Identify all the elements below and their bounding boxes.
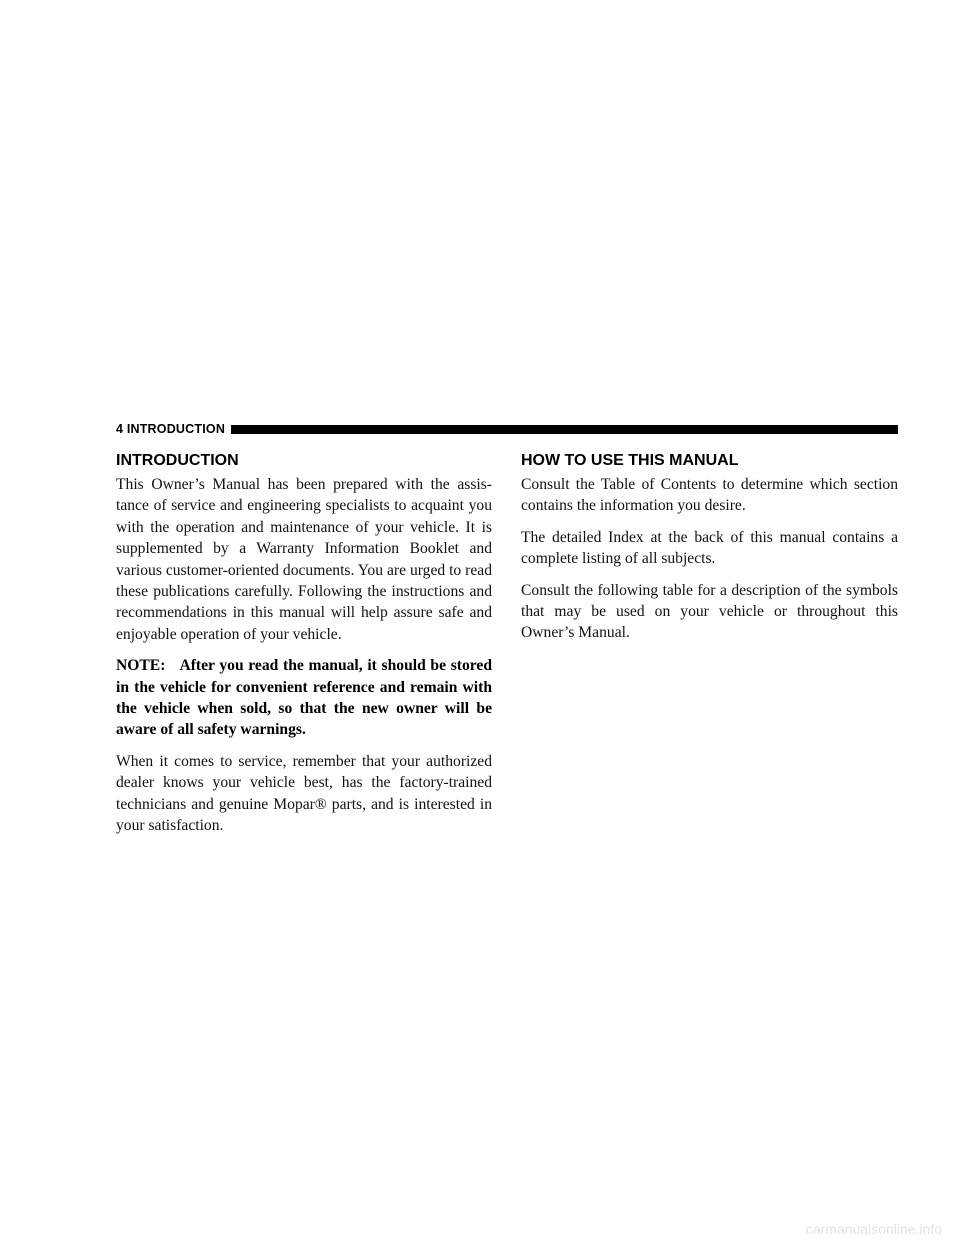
note-text: After you read the manual, it should be stored in the vehicle for convenient reference and remain with the vehicle when sold, so that the new owner will be aware of all safety warnings. (116, 657, 493, 739)
symbols-paragraph: Consult the following table for a description of the symbols that may be used on your vehicle or throughout this Owner’s Manual. (521, 581, 898, 642)
introduction-heading: INTRODUCTION (116, 452, 239, 469)
left-column (116, 451, 492, 847)
page-header (116, 420, 898, 438)
note-label: NOTE: (116, 657, 166, 675)
right-column (521, 451, 898, 654)
index-paragraph: The detailed Index at the back of this manual contains a complete listing of all subjects. (521, 528, 898, 568)
watermark: carmanualsonline.info (805, 1221, 942, 1237)
service-paragraph: When it comes to service, remember that your authorized dealer knows your vehicle best, has the factory-trained technicians and genuine Mopar® parts, and is interested in your satisfaction. (116, 752, 492, 835)
how-to-use-heading: HOW TO USE THIS MANUAL (521, 452, 739, 469)
introduction-paragraph: This Owner’s Manual has been prepared with the assis-tance of service and engineering specialists to acquaint you with the operation and maintenance of your vehicle. It is supplemented by a Warranty Information Booklet and various customer-oriented documents. You are urged to read these publications carefully. Following the instructions and recommendations in this manual will help assure safe and enjoyable operation of your vehicle. (116, 476, 492, 643)
header-rule (231, 425, 898, 434)
table-of-contents-paragraph: Consult the Table of Contents to determine which section contains the information you desire. (521, 476, 898, 515)
note-paragraph (116, 655, 492, 741)
page-label: 4 INTRODUCTION (116, 422, 226, 436)
